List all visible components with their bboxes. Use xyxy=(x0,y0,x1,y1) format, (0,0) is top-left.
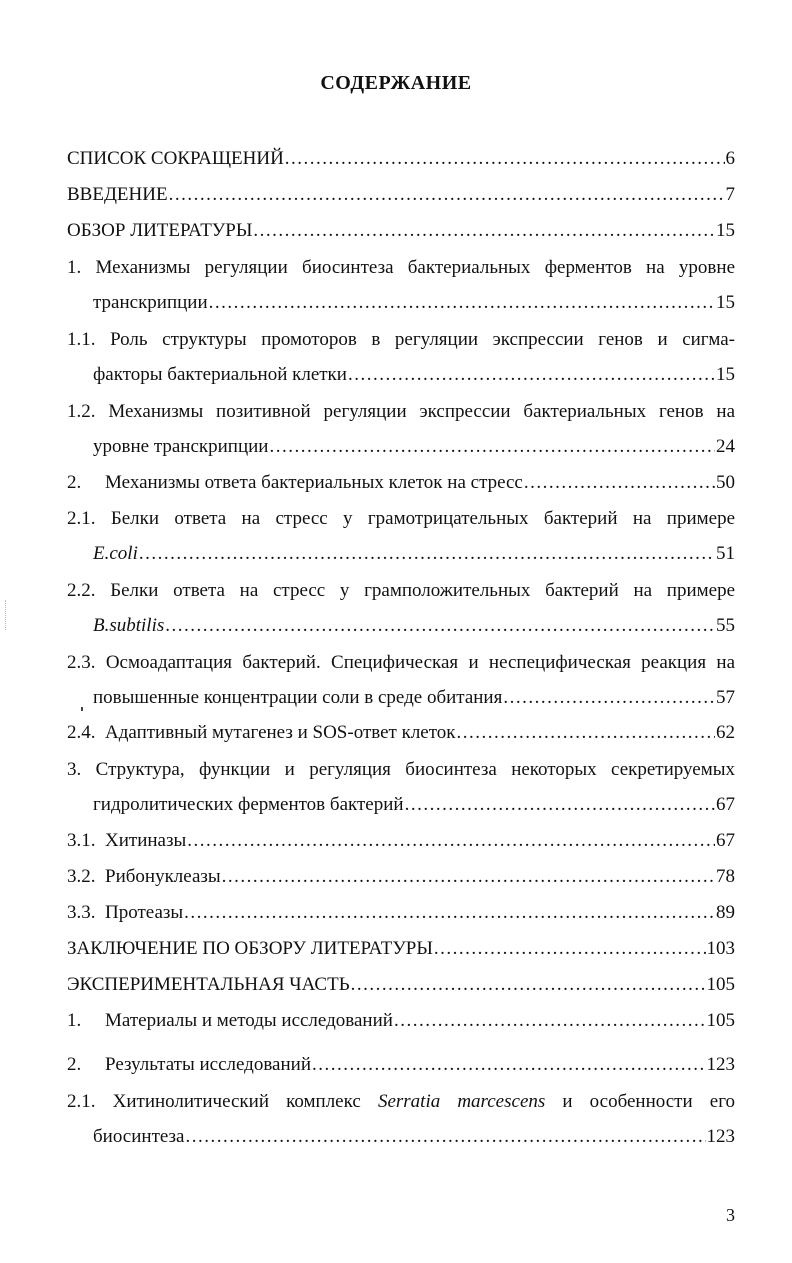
toc-entry-label xyxy=(67,829,186,853)
toc-entry-page: 15 xyxy=(716,292,735,313)
toc-entry-page: 55 xyxy=(716,615,735,636)
leader-dots xyxy=(351,973,706,997)
toc-entry-number: 3. xyxy=(67,759,82,780)
toc-entry-text: Хитиназы xyxy=(105,830,187,851)
toc-entry-label xyxy=(67,901,183,925)
toc-entry-3-1[interactable] xyxy=(67,829,735,853)
toc-entry-label: повышенные концентрации соли в среде обитания xyxy=(93,687,503,708)
toc-entry-number: 3.3. xyxy=(67,902,96,923)
toc-entry-label xyxy=(93,542,138,566)
toc-entry-page: 57 xyxy=(716,687,735,708)
toc-entry-label: биосинтеза xyxy=(93,1126,185,1147)
toc-entry-page: 51 xyxy=(716,543,735,564)
toc-entry-page: 89 xyxy=(716,902,735,923)
toc-entry-page: 50 xyxy=(716,472,735,493)
toc-entry-number: 2. xyxy=(67,1054,82,1075)
toc-entry-number: 2.4. xyxy=(67,722,96,743)
toc-entry-number: 1. xyxy=(67,1010,82,1031)
toc-entry-page: 123 xyxy=(706,1126,735,1147)
toc-entry-label: транскрипции xyxy=(93,292,208,313)
toc-entry-number: 1.2. xyxy=(67,401,96,422)
toc-entry-page: 15 xyxy=(716,364,735,385)
toc-entry-1-2-line2[interactable] xyxy=(93,435,735,459)
toc-entry-text: Рибонуклеазы xyxy=(105,866,221,887)
toc-entry-label: Структура, функции и регуляция биосинтеза некоторых секретируемых xyxy=(95,759,735,780)
leader-dots xyxy=(184,901,715,925)
toc-entry-text: Материалы и методы исследований xyxy=(105,1010,393,1031)
toc-entry-label: Осмоадаптация бактерий. Специфическая и неспецифическая реакция на xyxy=(105,652,735,673)
toc-entry-number: 3.2. xyxy=(67,866,96,887)
toc-entry-1-line1[interactable] xyxy=(67,256,735,280)
toc-entry-label xyxy=(67,471,523,495)
toc-entry-number: 2. xyxy=(67,472,82,493)
toc-entry-2-4[interactable] xyxy=(67,721,735,745)
toc-entry-2-2-line1[interactable] xyxy=(67,579,735,603)
toc-entry-label: Белки ответа на стресс у грамположительных бактерий на примере xyxy=(110,580,736,601)
toc-entry-abbreviations[interactable] xyxy=(67,147,735,171)
toc-entry-1-1-line2[interactable] xyxy=(93,363,735,387)
organism-name: E.coli xyxy=(93,543,138,564)
toc-entry-label: гидролитических ферментов бактерий xyxy=(93,794,404,815)
toc-entry-label: ЗАКЛЮЧЕНИЕ ПО ОБЗОРУ ЛИТЕРАТУРЫ xyxy=(67,938,433,959)
toc-entry-label: Белки ответа на стресс у грамотрицательных бактерий на примере xyxy=(110,508,735,529)
toc-entry-exp-2-1-line1[interactable] xyxy=(67,1090,735,1114)
toc-entry-label: Хитинолитический комплекс xyxy=(112,1091,361,1112)
toc-entry-1-2-line1[interactable] xyxy=(67,400,735,424)
toc-entry-review-conclusion[interactable] xyxy=(67,937,735,961)
toc-entry-text: Результаты исследований xyxy=(105,1054,311,1075)
toc-entry-page: 7 xyxy=(725,184,735,205)
toc-entry-exp-2-1-line2[interactable] xyxy=(93,1125,735,1149)
toc-entry-literature-review[interactable] xyxy=(67,219,735,243)
leader-dots xyxy=(503,686,715,710)
toc-entry-text: Механизмы ответа бактериальных клеток на стресс xyxy=(105,472,523,493)
leader-dots xyxy=(169,183,725,207)
toc-entry-label: СПИСОК СОКРАЩЕНИЙ xyxy=(67,148,284,169)
toc-entry-label xyxy=(67,721,456,745)
toc-entry-label: ОБЗОР ЛИТЕРАТУРЫ xyxy=(67,220,253,241)
leader-dots xyxy=(209,291,715,315)
toc-entry-3-line1[interactable] xyxy=(67,758,735,782)
page-title: СОДЕРЖАНИЕ xyxy=(320,72,472,94)
toc-entry-1-line2[interactable] xyxy=(93,291,735,315)
toc-entry-label: факторы бактериальной клетки xyxy=(93,364,347,385)
leader-dots xyxy=(185,1125,705,1149)
leader-dots xyxy=(165,614,715,638)
toc-entry-exp-1[interactable] xyxy=(67,1009,735,1033)
toc-entry-number: 2.1. xyxy=(67,508,96,529)
toc-entry-page: 78 xyxy=(716,866,735,887)
toc-entry-page: 105 xyxy=(706,974,735,995)
toc-entry-number: 3.1. xyxy=(67,830,96,851)
scan-artifact xyxy=(5,600,7,630)
toc-entry-page: 62 xyxy=(716,722,735,743)
toc-entry-page: 15 xyxy=(716,220,735,241)
toc-entry-number: 2.3. xyxy=(67,652,96,673)
leader-dots xyxy=(253,219,715,243)
organism-name: B.subtilis xyxy=(93,615,165,636)
toc-entry-number: 1. xyxy=(67,257,82,278)
toc-entry-label xyxy=(67,1009,393,1033)
toc-entry-label xyxy=(67,865,221,889)
toc-entry-page: 123 xyxy=(706,1054,735,1075)
toc-entry-3-2[interactable] xyxy=(67,865,735,889)
leader-dots xyxy=(394,1009,706,1033)
toc-entry-page: 6 xyxy=(725,148,735,169)
leader-dots xyxy=(524,471,715,495)
toc-entry-3-line2[interactable] xyxy=(93,793,735,817)
toc-entry-label: Механизмы регуляции биосинтеза бактериальных ферментов на уровне xyxy=(95,257,735,278)
leader-dots xyxy=(222,865,715,889)
toc-entry-exp-2[interactable] xyxy=(67,1053,735,1077)
toc-entry-page: 24 xyxy=(716,436,735,457)
toc-entry-introduction[interactable] xyxy=(67,183,735,207)
toc-entry-experimental[interactable] xyxy=(67,973,735,997)
toc-entry-2-1-line2[interactable] xyxy=(93,542,735,566)
toc-entry-text: Протеазы xyxy=(105,902,184,923)
toc-entry-page: 103 xyxy=(706,938,735,959)
toc-entry-page: 67 xyxy=(716,794,735,815)
toc-entry-label: уровне транскрипции xyxy=(93,436,269,457)
toc-entry-page: 105 xyxy=(706,1010,735,1031)
leader-dots xyxy=(348,363,715,387)
toc-entry-2-1-line1[interactable] xyxy=(67,507,735,531)
leader-dots xyxy=(187,829,715,853)
toc-entry-3-3[interactable] xyxy=(67,901,735,925)
leader-dots xyxy=(457,721,715,745)
toc-entry-label: Роль структуры промоторов в регуляции экспрессии генов и сигма- xyxy=(110,329,736,350)
toc-entry-2-2-line2[interactable] xyxy=(93,614,735,638)
toc-entry-label xyxy=(93,614,164,638)
toc-entry-2-3-line1[interactable] xyxy=(67,651,735,675)
leader-dots xyxy=(312,1053,706,1077)
leader-dots xyxy=(269,435,715,459)
toc-entry-2-3-line2[interactable] xyxy=(93,686,735,710)
leader-dots xyxy=(139,542,715,566)
leader-dots xyxy=(405,793,715,817)
toc-entry-label: ЭКСПЕРИМЕНТАЛЬНАЯ ЧАСТЬ xyxy=(67,974,350,995)
toc-entry-2[interactable] xyxy=(67,471,735,495)
scan-mark xyxy=(81,707,83,711)
leader-dots xyxy=(434,937,706,961)
toc-entry-label: и особенности его xyxy=(562,1091,736,1112)
toc-entry-label xyxy=(67,1053,311,1077)
toc-entry-label: Механизмы позитивной регуляции экспрессии бактериальных генов на xyxy=(108,401,736,422)
toc-entry-text: Адаптивный мутагенез и SOS-ответ клеток xyxy=(105,722,456,743)
leader-dots xyxy=(285,147,725,171)
page-number: 3 xyxy=(726,1205,735,1225)
toc-entry-1-1-line1[interactable] xyxy=(67,328,735,352)
toc-entry-number: 2.2. xyxy=(67,580,96,601)
toc-entry-number: 1.1. xyxy=(67,329,96,350)
toc-entry-page: 67 xyxy=(716,830,735,851)
toc-entry-label: ВВЕДЕНИЕ xyxy=(67,184,168,205)
organism-name: Serratia marcescens xyxy=(377,1091,546,1112)
toc-entry-number: 2.1. xyxy=(67,1091,96,1112)
